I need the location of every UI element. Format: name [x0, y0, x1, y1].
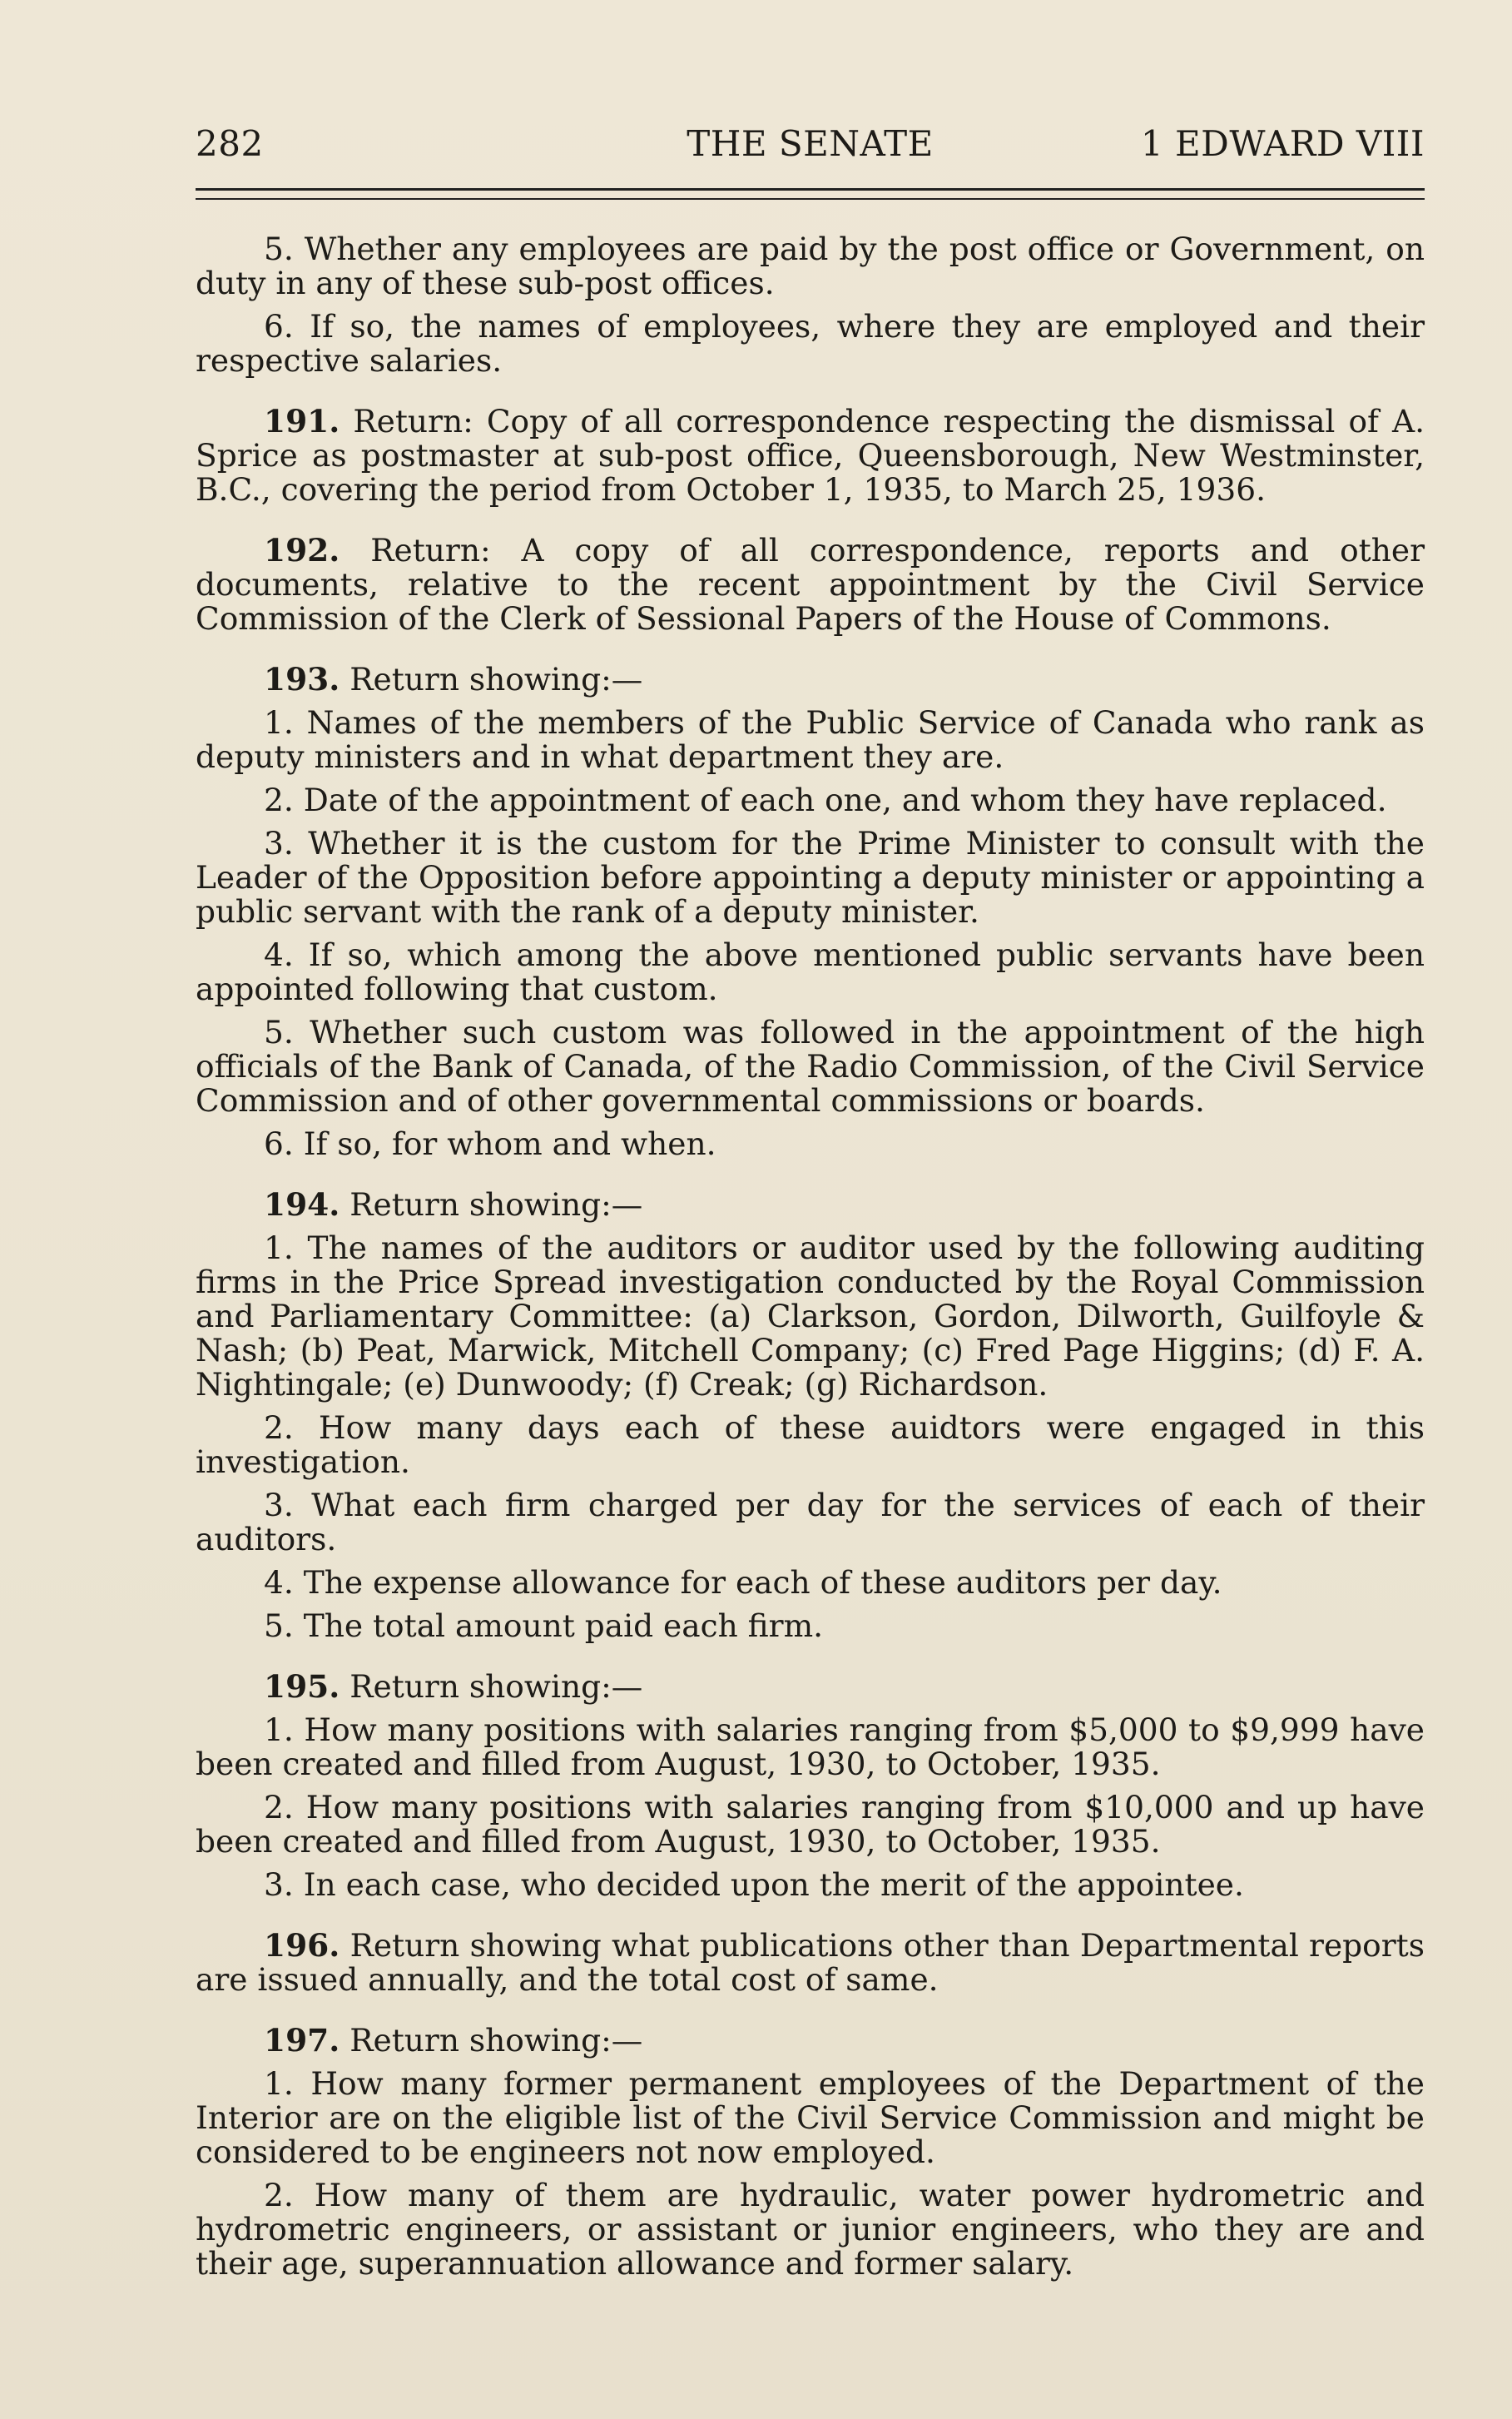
item-number: 191. — [264, 403, 340, 440]
running-title: THE SENATE — [687, 123, 934, 164]
item-number: 197. — [264, 2022, 340, 2059]
subparagraph: 4. The expense allowance for each of these auditors per day. — [264, 1564, 1222, 1601]
subparagraph: 1. How many positions with salaries ranging from $5,000 to $9,999 have been created and filled from August, 1930, to October, 1935. — [196, 1711, 1425, 1782]
item-number: 193. — [264, 661, 340, 698]
volume-label: 1 EDWARD VIII — [1140, 123, 1425, 164]
subparagraph: 2. How many positions with salaries ranging from $10,000 and up have been created and filled from August, 1930, to October, 1935. — [196, 1789, 1425, 1860]
return-item-194: 194. Return showing:— — [264, 1186, 643, 1223]
subparagraph: 2. Date of the appointment of each one, and whom they have replaced. — [264, 782, 1387, 818]
return-item-195: 195. Return showing:— — [264, 1668, 643, 1705]
subparagraph: 3. In each case, who decided upon the merit of the appointee. — [264, 1866, 1244, 1903]
page-number: 282 — [196, 123, 264, 164]
return-item-191: 191. Return: Copy of all correspondence respecting the dismissal of A. Sprice as postmaster at sub-post office, Queensborough, New Westminster, B.C., covering the period from October 1, 1935, to March 25, 1936. — [196, 403, 1425, 508]
subparagraph: 3. What each firm charged per day for the services of each of their auditors. — [196, 1487, 1425, 1557]
subparagraph: 2. How many of them are hydraulic, water power hydrometric and hydrometric engineers, or assistant or junior engineers, who they are and their age, superannuation allowance and former salary. — [196, 2177, 1425, 2282]
document-body — [196, 223, 1425, 2281]
subparagraph: 2. How many days each of these auidtors were engaged in this investigation. — [196, 1409, 1425, 1480]
subparagraph: 3. Whether it is the custom for the Prime Minister to consult with the Leader of the Opposition before appointing a deputy minister or appointing a public servant with the rank of a deputy minister. — [196, 825, 1425, 930]
subparagraph: 6. If so, for whom and when. — [264, 1125, 716, 1162]
subparagraph: 1. Names of the members of the Public Service of Canada who rank as deputy ministers and in what department they are. — [196, 704, 1425, 775]
subparagraph: 5. The total amount paid each firm. — [264, 1607, 824, 1644]
item-number: 194. — [264, 1186, 340, 1223]
subparagraph: 1. How many former permanent employees of the Department of the Interior are on the eligible list of the Civil Service Commission and might be considered to be engineers not now employed. — [196, 2065, 1425, 2170]
header-double-rule — [196, 188, 1425, 200]
item-number: 192. — [264, 532, 340, 569]
item-number: 196. — [264, 1927, 340, 1964]
subparagraph: 6. If so, the names of employees, where they are employed and their respective salaries. — [196, 308, 1425, 379]
subparagraph: 1. The names of the auditors or auditor used by the following auditing firms in the Price Spread investigation conducted by the Royal Commission and Parliamentary Committee: (a) Clarkson, Gordon, Dilworth, Guilfoyle & Nash; (b) Peat, Marwick, Mitchell Company; (c) Fred Page Higgins; (d) F. A. Nightingale; (e) Dunwoody; (f) Creak; (g) Richardson. — [196, 1229, 1425, 1403]
return-item-196: 196. Return showing what publications other than Departmental reports are issued annually, and the total cost of same. — [196, 1927, 1425, 1998]
subparagraph: 5. Whether any employees are paid by the post office or Government, on duty in any of these sub-post offices. — [196, 231, 1425, 301]
subparagraph: 4. If so, which among the above mentioned public servants have been appointed following that custom. — [196, 936, 1425, 1007]
return-item-197: 197. Return showing:— — [264, 2022, 643, 2059]
subparagraph: 5. Whether such custom was followed in the appointment of the high officials of the Bank of Canada, of the Radio Commission, of the Civil Service Commission and of other governmental commissions or boards. — [196, 1014, 1425, 1119]
return-item-192: 192. Return: A copy of all correspondence, reports and other documents, relative to the recent appointment by the Civil Service Commission of the Clerk of Sessional Papers of the House of Commons. — [196, 532, 1425, 637]
return-item-193: 193. Return showing:— — [264, 661, 643, 698]
item-number: 195. — [264, 1668, 340, 1705]
page-header — [196, 123, 1425, 173]
